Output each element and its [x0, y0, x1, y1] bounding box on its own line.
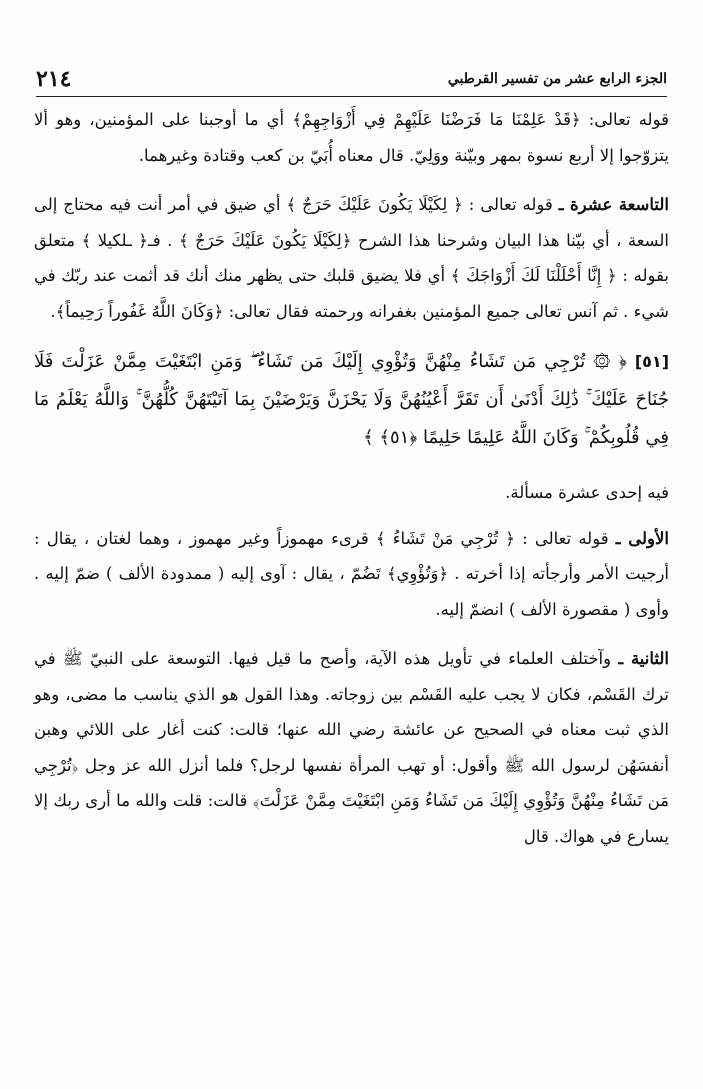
issue-heading: التاسعة عشرة ـ [558, 195, 669, 214]
paragraph-first-issue [34, 521, 669, 628]
page-header [36, 62, 667, 97]
issue-heading: الثانية ـ [618, 649, 669, 668]
issue-heading: الأولى ـ [615, 528, 669, 548]
page-number: ٢١٤ [36, 66, 72, 92]
issue-text: قوله تعالى : ﴿ لِكَيْلَا يَكُونَ عَلَيْكَ حَرَجٌ ﴾ أي ضيق في أمر أنت فيه محتاج إلى السعة ، أي بيّنا هذا البيان وشرحنا هذا الشرح ﴿لِكَيْلَا يَكُونَ عَلَيْكَ حَرَجٌ ﴾ . فـ﴿ ـلكيلا ﴾ متعلق بقوله : ﴿ إِنَّا أَحْلَلْنَا لَكَ أَزْوَاجَكَ ﴾ أي فلا يضيق قلبك حتى يظهر منك أنك قد أثمت عند ربّك في شيء . ثم آنس تعالى جميع المؤمنين بغفرانه ورحمته فقال تعالى: ﴿وَكَانَ اللَّهُ غَفُوراً رَحِيماً﴾. [34, 195, 669, 321]
paragraph-second-issue [34, 641, 669, 854]
issue-text: قوله تعالى : ﴿ تُرْجِي مَنْ تَشَاءُ ﴾ قرىء مهموزاً وغير مهموز ، وهما لغتان ، يقال : أرجيت الأمر وأرجأته إذا أخرته . ﴿وَتُؤْوِي﴾ تَضُمّ ، يقال : آوى إليه ( ممدودة الألف ) ضمّ إليه . وأوى ( مقصورة الألف ) انضمّ إليه. [34, 528, 669, 619]
running-title: الجزء الرابع عشر من تفسير القرطبي [447, 71, 667, 87]
verse-number: [٥١] [634, 352, 669, 371]
verse-text: ﴿ ۞ تُرْجِي مَن تَشَاءُ مِنْهُنَّ وَتُؤْوِي إِلَيْكَ مَن تَشَاءُ ۖ وَمَنِ ابْتَغَيْتَ مِمَّنْ عَزَلْتَ فَلَا جُنَاحَ عَلَيْكَ ۚ ذَٰلِكَ أَدْنَىٰ أَن تَقَرَّ أَعْيُنُهُنَّ وَلَا يَحْزَنَّ وَيَرْضَيْنَ بِمَا آتَيْتَهُنَّ كُلُّهُنَّ ۚ وَاللَّهُ يَعْلَمُ مَا فِي قُلُوبِكُمْ ۚ وَكَانَ اللَّهُ عَلِيمًا حَلِيمًا ﴿٥١﴾ ﴾ [34, 351, 669, 448]
paragraph-19th-issue [34, 187, 669, 329]
page-body [34, 102, 669, 868]
paragraph-1: قوله تعالى: ﴿قَدْ عَلِمْنَا مَا فَرَضْنَا عَلَيْهِمْ فِي أَزْوَاجِهِمْ﴾ أي ما أوجبنا على المؤمنين، وهو ألا يتزوّجوا إلا أربع نسوة بمهر وبيّنة ووَلِيّ. قال معناه أُبَيّ بن كعب وقتادة وغيرهما. [34, 110, 669, 165]
issues-count: فيه إحدى عشرة مسألة. [505, 483, 669, 502]
issue-text: وآختلف العلماء في تأويل هذه الآية، وأصح ما قيل فيها. التوسعة على النبيّ ﷺ في ترك القَسْم، فكان لا يجب عليه القَسْم بين زوجاته. وهذا القول هو الذي يناسب ما مضى، وهو الذي ثبت معناه في الصحيح عن عائشة رضي الله عنها؛ قالت: كنت أغار على اللائي وهبن أنفسَهُن لرسول الله ﷺ وأقول: أو تهب المرأة نفسها لرجل؟ فلما أنزل الله عز وجل ﴿تُرْجِي مَن تَشَاءُ مِنْهُنَّ وَتُؤْوِي إِلَيْكَ مَن تَشَاءُ وَمَنِ ابْتَغَيْتَ مِمَّنْ عَزَلْتَ﴾ قالت: قلت والله ما أرى ربك إلا يسارع في هواك. قال [34, 649, 669, 846]
quran-verse-block [34, 343, 669, 457]
